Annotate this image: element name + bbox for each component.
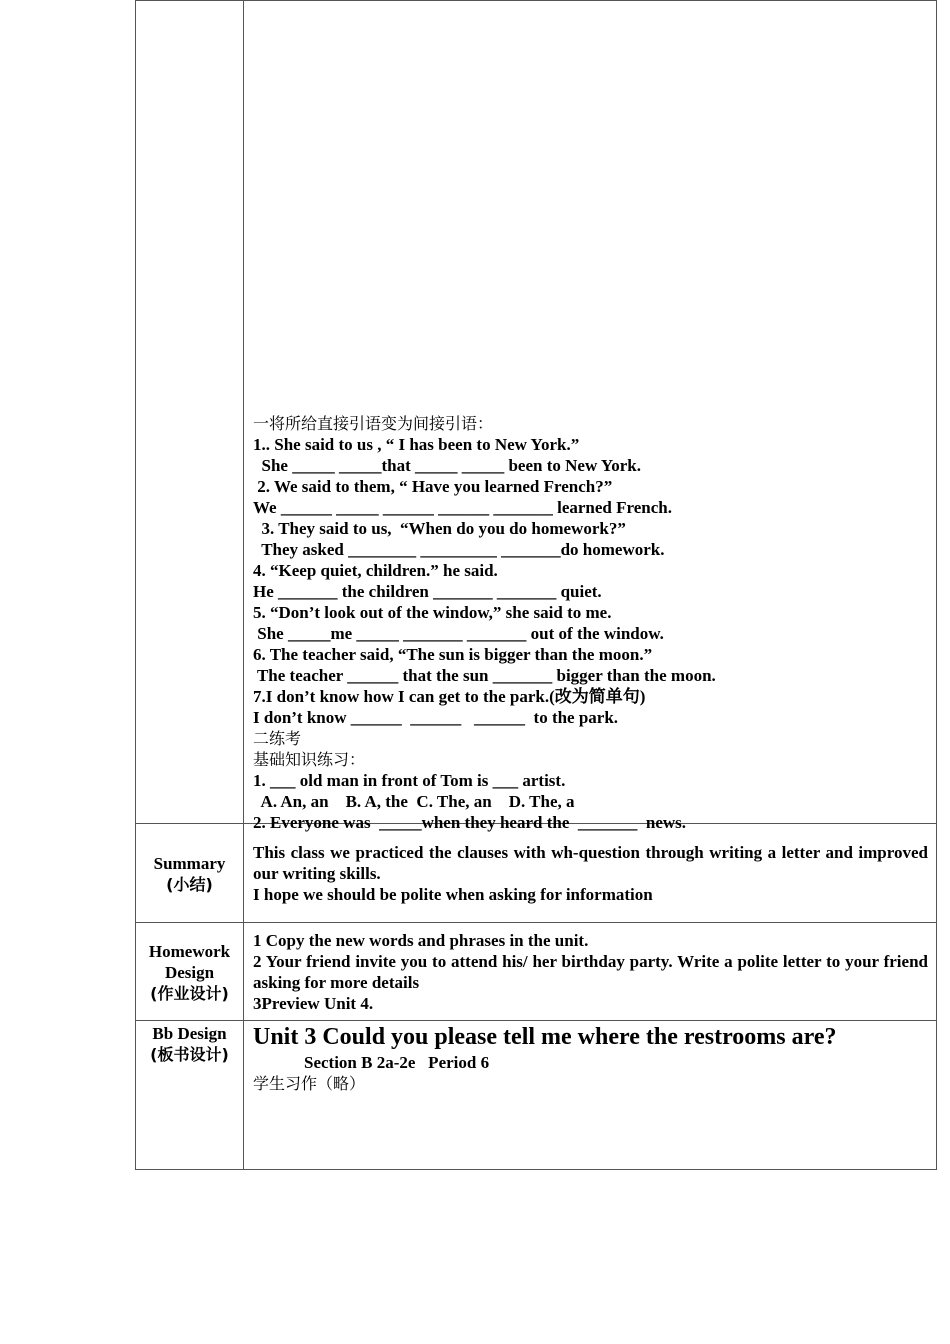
summary-content	[253, 842, 928, 905]
exercise-line: I don’t know ______ ______ ______ to the park.	[253, 708, 619, 727]
exercise-line: A. An, an B. A, the C. The, an D. The, a	[253, 792, 575, 811]
homework-item-1: 1 Copy the new words and phrases in the unit.	[253, 931, 589, 950]
exercise-heading: 一将所给直接引语变为间接引语：	[253, 414, 494, 433]
exercise-line: She _____me _____ _______ _______ out of the window.	[253, 624, 664, 643]
bb-design-content	[253, 1022, 928, 1094]
homework-label: Homework Design (作业设计)	[148, 942, 231, 1003]
summary-text: This class we practiced the clauses with wh-question through writing a letter and improved our writing skills.	[253, 843, 928, 883]
bb-design-label: Bb Design (板书设计)	[150, 1024, 229, 1064]
summary-label: Summary (小结)	[153, 854, 226, 894]
exercise-line: 4. “Keep quiet, children.” he said.	[253, 561, 498, 580]
bb-title: Unit 3 Could you please tell me where the restrooms are?	[253, 1024, 837, 1050]
exercise-line: They asked ________ _________ _______do homework.	[253, 540, 665, 559]
column-divider	[243, 1, 244, 1169]
exercise-line: We ______ _____ ______ ______ _______ learned French.	[253, 498, 672, 517]
homework-content	[253, 930, 928, 1014]
bb-subtitle: Section B 2a-2e Period 6	[253, 1053, 490, 1072]
exercise-line: 2. Everyone was _____when they heard the _______ news.	[253, 813, 687, 832]
exercise-line: 6. The teacher said, “The sun is bigger than the moon.”	[253, 645, 653, 664]
exercise-line: 2. We said to them, “ Have you learned French?”	[253, 477, 613, 496]
exercise-line: The teacher ______ that the sun _______ bigger than the moon.	[253, 666, 716, 685]
exercise-section-heading: 二练考	[253, 729, 302, 748]
exercise-line: 1.. She said to us , “ I has been to New York.”	[253, 435, 580, 454]
exercise-line: 3. They said to us, “When do you do homework?”	[253, 519, 626, 538]
row-divider-bb	[136, 1020, 936, 1021]
exercise-line: He _______ the children _______ _______ quiet.	[253, 582, 602, 601]
exercise-section-heading: 基础知识练习：	[253, 750, 366, 769]
bb-note: 学生习作（略）	[253, 1074, 366, 1093]
exercise-line: 1. ___ old man in front of Tom is ___ artist.	[253, 771, 566, 790]
lesson-plan-table	[135, 0, 937, 1170]
exercise-block	[253, 413, 928, 833]
exercise-line: 7.I don’t know how I can get to the park.(改为简单句)	[253, 687, 646, 706]
exercise-line: She _____ _____that _____ _____ been to New York.	[253, 456, 642, 475]
row-divider-homework	[136, 922, 936, 923]
summary-text-2: I hope we should be polite when asking for information	[253, 885, 653, 904]
homework-item-3: 3Preview Unit 4.	[253, 994, 374, 1013]
homework-item-2: 2 Your friend invite you to attend his/ her birthday party. Write a polite letter to your friend asking for more details	[253, 952, 928, 992]
exercise-line: 5. “Don’t look out of the window,” she said to me.	[253, 603, 612, 622]
